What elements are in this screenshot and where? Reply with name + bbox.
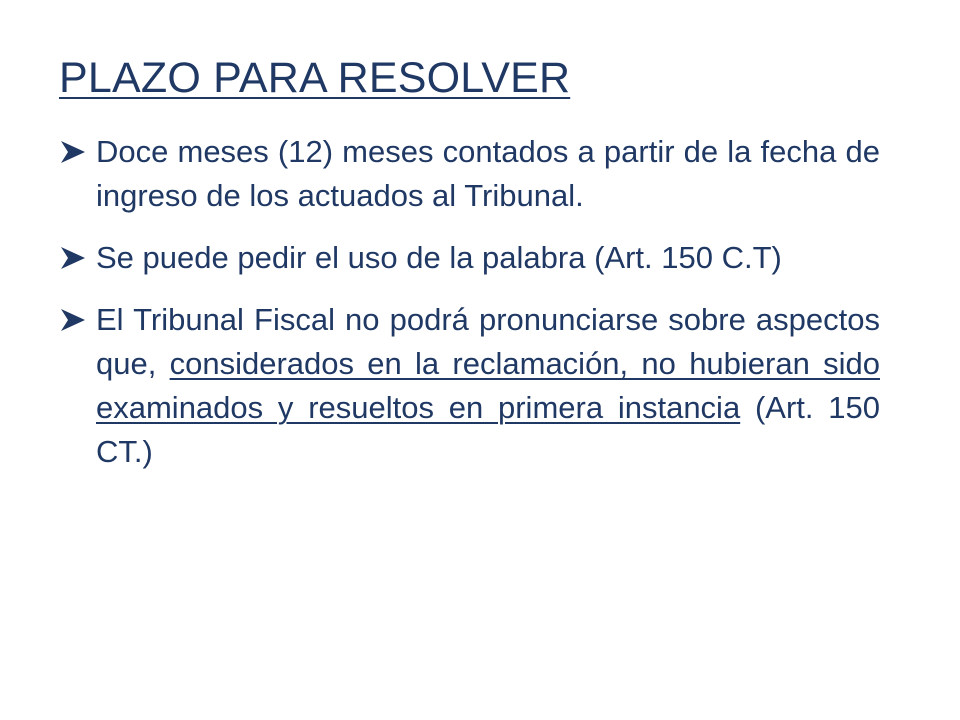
bullet-text-after: (Art. 150 CT.) [96, 390, 880, 469]
bullet-text-underlined: considerados en la reclamación, no hubieran sido examinados y resueltos en primera instancia [96, 346, 880, 425]
bullet-text-before: El Tribunal Fiscal no podrá pronunciarse sobre aspectos que, [96, 302, 880, 381]
bullet-item-plazo [60, 130, 880, 218]
bullet-text: Doce meses (12) meses contados a partir de la fecha de ingreso de los actuados al Tribunal. [96, 134, 880, 213]
bullet-list [60, 130, 880, 492]
arrow-right-icon [60, 246, 86, 270]
bullet-item-uso-palabra [60, 236, 880, 280]
slide-title: PLAZO PARA RESOLVER [59, 54, 571, 102]
bullet-text: Se puede pedir el uso de la palabra (Art. 150 C.T) [96, 240, 782, 275]
bullet-item-tribunal-fiscal [60, 298, 880, 474]
arrow-right-icon [60, 308, 86, 332]
arrow-right-icon [60, 140, 86, 164]
